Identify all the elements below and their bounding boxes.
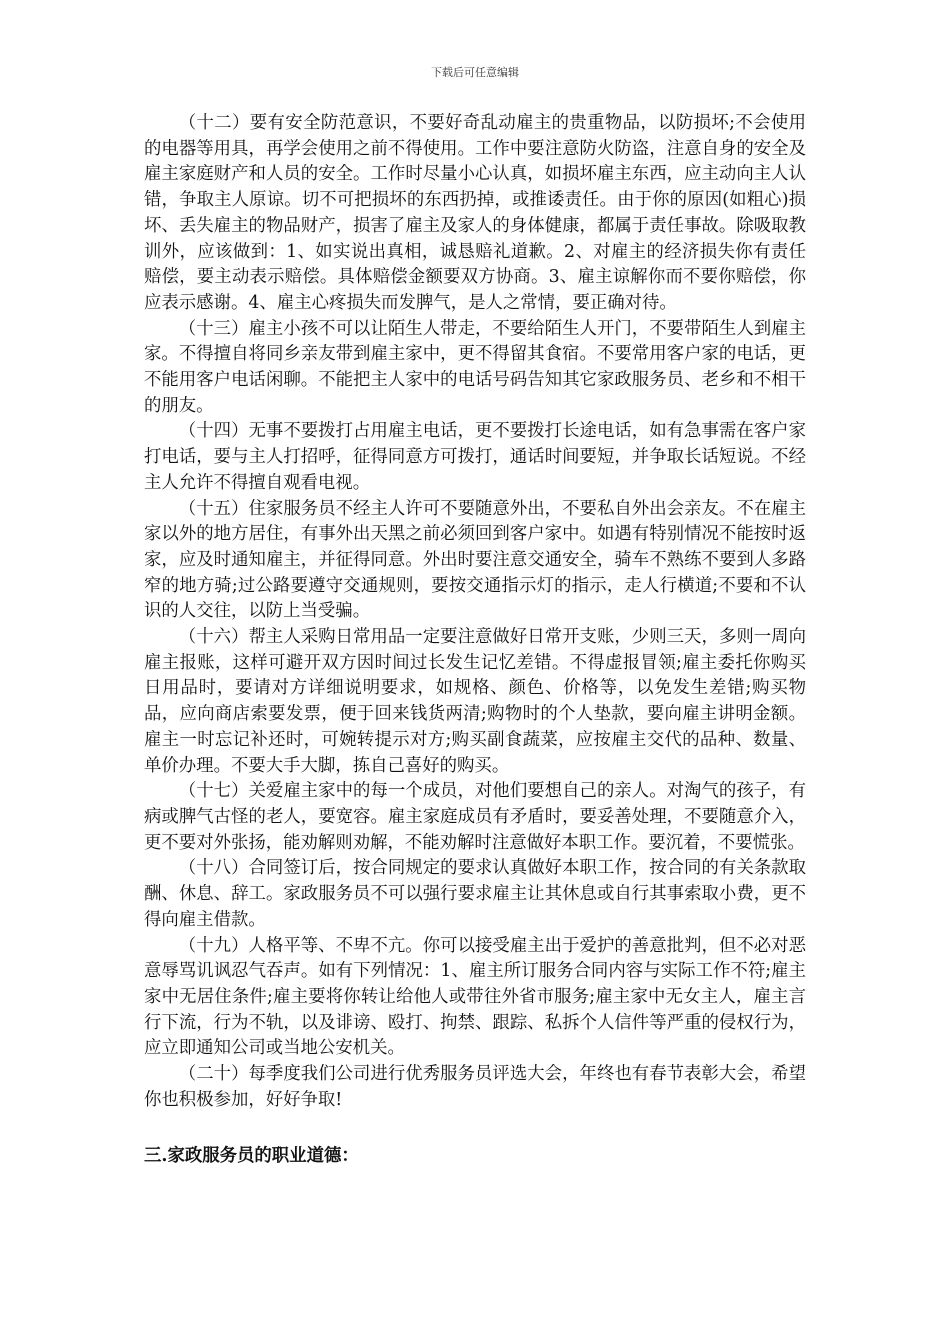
paragraph-item-18: （十八）合同签订后，按合同规定的要求认真做好本职工作，按合同的有关条款取酬、休息、辞工。家政服务员不可以强行要求雇主让其休息或自行其事索取小费，更不得向雇主借款。 (144, 858, 806, 930)
paragraph-item-15: （十五）住家服务员不经主人许可不要随意外出，不要私自外出会亲友。不在雇主家以外的地方居住，有事外出天黑之前必须回到客户家中。如遇有特别情况不能按时返家，应及时通知雇主，并征得同意。外出时要注意交通安全，骑车不熟练不要到人多路窄的地方骑;过公路要遵守交通规则，要按交通指示灯的指示，走人行横道;不要和不认识的人交往，以防上当受骗。 (144, 498, 806, 622)
paragraph-item-14: （十四）无事不要拨打占用雇主电话，更不要拨打长途电话，如有急事需在客户家打电话，要与主人打招呼，征得同意方可拨打，通话时间要短，并争取长话短说。不经主人允许不得擅自观看电视。 (144, 421, 806, 493)
paragraph-item-17: （十七）关爱雇主家中的每一个成员，对他们要想自己的亲人。对淘气的孩子，有病或脾气古怪的老人，要宽容。雇主家庭成员有矛盾时，要妥善处理，不要随意介入，更不要对外张扬，能劝解则劝解，不能劝解时注意做好本职工作。要沉着，不要慌张。 (144, 781, 806, 853)
paragraph-item-20: （二十）每季度我们公司进行优秀服务员评选大会，年终也有春节表彰大会，希望你也积极参加，好好争取! (144, 1064, 806, 1110)
paragraph-item-13: （十三）雇主小孩不可以让陌生人带走，不要给陌生人开门，不要带陌生人到雇主家。不得擅自将同乡亲友带到雇主家中，更不得留其食宿。不要常用客户家的电话，更不能用客户电话闲聊。不能把主人家中的电话号码告知其它家政服务员、老乡和不相干的朋友。 (144, 318, 806, 416)
section-heading: 三.家政服务员的职业道德： (144, 1146, 359, 1167)
page-header: 下载后可任意编辑 (431, 66, 519, 79)
paragraph-item-19: （十九）人格平等、不卑不亢。你可以接受雇主出于爱护的善意批判，但不必对恶意辱骂讥讽忍气吞声。如有下列情况：1、雇主所订服务合同内容与实际工作不符;雇主家中无居住条件;雇主要将你转让给他人或带往外省市服务;雇主家中无女主人，雇主言行下流，行为不轨，以及诽谤、殴打、拘禁、跟踪、私拆个人信件等严重的侵权行为，应立即通知公司或当地公安机关。 (144, 935, 806, 1059)
paragraph-item-12: （十二）要有安全防范意识，不要好奇乱动雇主的贵重物品，以防损坏;不会使用的电器等用具，再学会使用之前不得使用。工作中要注意防火防盗，注意自身的安全及雇主家庭财产和人员的安全。工作时尽量小心认真，如损坏雇主东西，应主动向主人认错，争取主人原谅。切不可把损坏的东西扔掉，或推诿责任。由于你的原因(如粗心)损坏、丢失雇主的物品财产，损害了雇主及家人的身体健康，都属于责任事故。除吸取教训外，应该做到：1、如实说出真相，诚恳赔礼道歉。2、对雇主的经济损失你有责任赔偿，要主动表示赔偿。具体赔偿金额要双方协商。3、雇主谅解你而不要你赔偿，你应表示感谢。4、雇主心疼损失而发脾气，是人之常情，要正确对待。 (144, 113, 806, 313)
document-body (144, 111, 806, 1170)
paragraph-item-16: （十六）帮主人采购日常用品一定要注意做好日常开支账，少则三天，多则一周向雇主报账，这样可避开双方因时间过长发生记忆差错。不得虚报冒领;雇主委托你购买日用品时，要请对方详细说明要求，如规格、颜色、价格等，以免发生差错;购买物品，应向商店索要发票，便于回来钱货两清;购物时的个人垫款，要向雇主讲明金额。雇主一时忘记补还时，可婉转提示对方;购买副食蔬菜，应按雇主交代的品种、数量、单价办理。不要大手大脚，拣自己喜好的购买。 (144, 627, 806, 776)
